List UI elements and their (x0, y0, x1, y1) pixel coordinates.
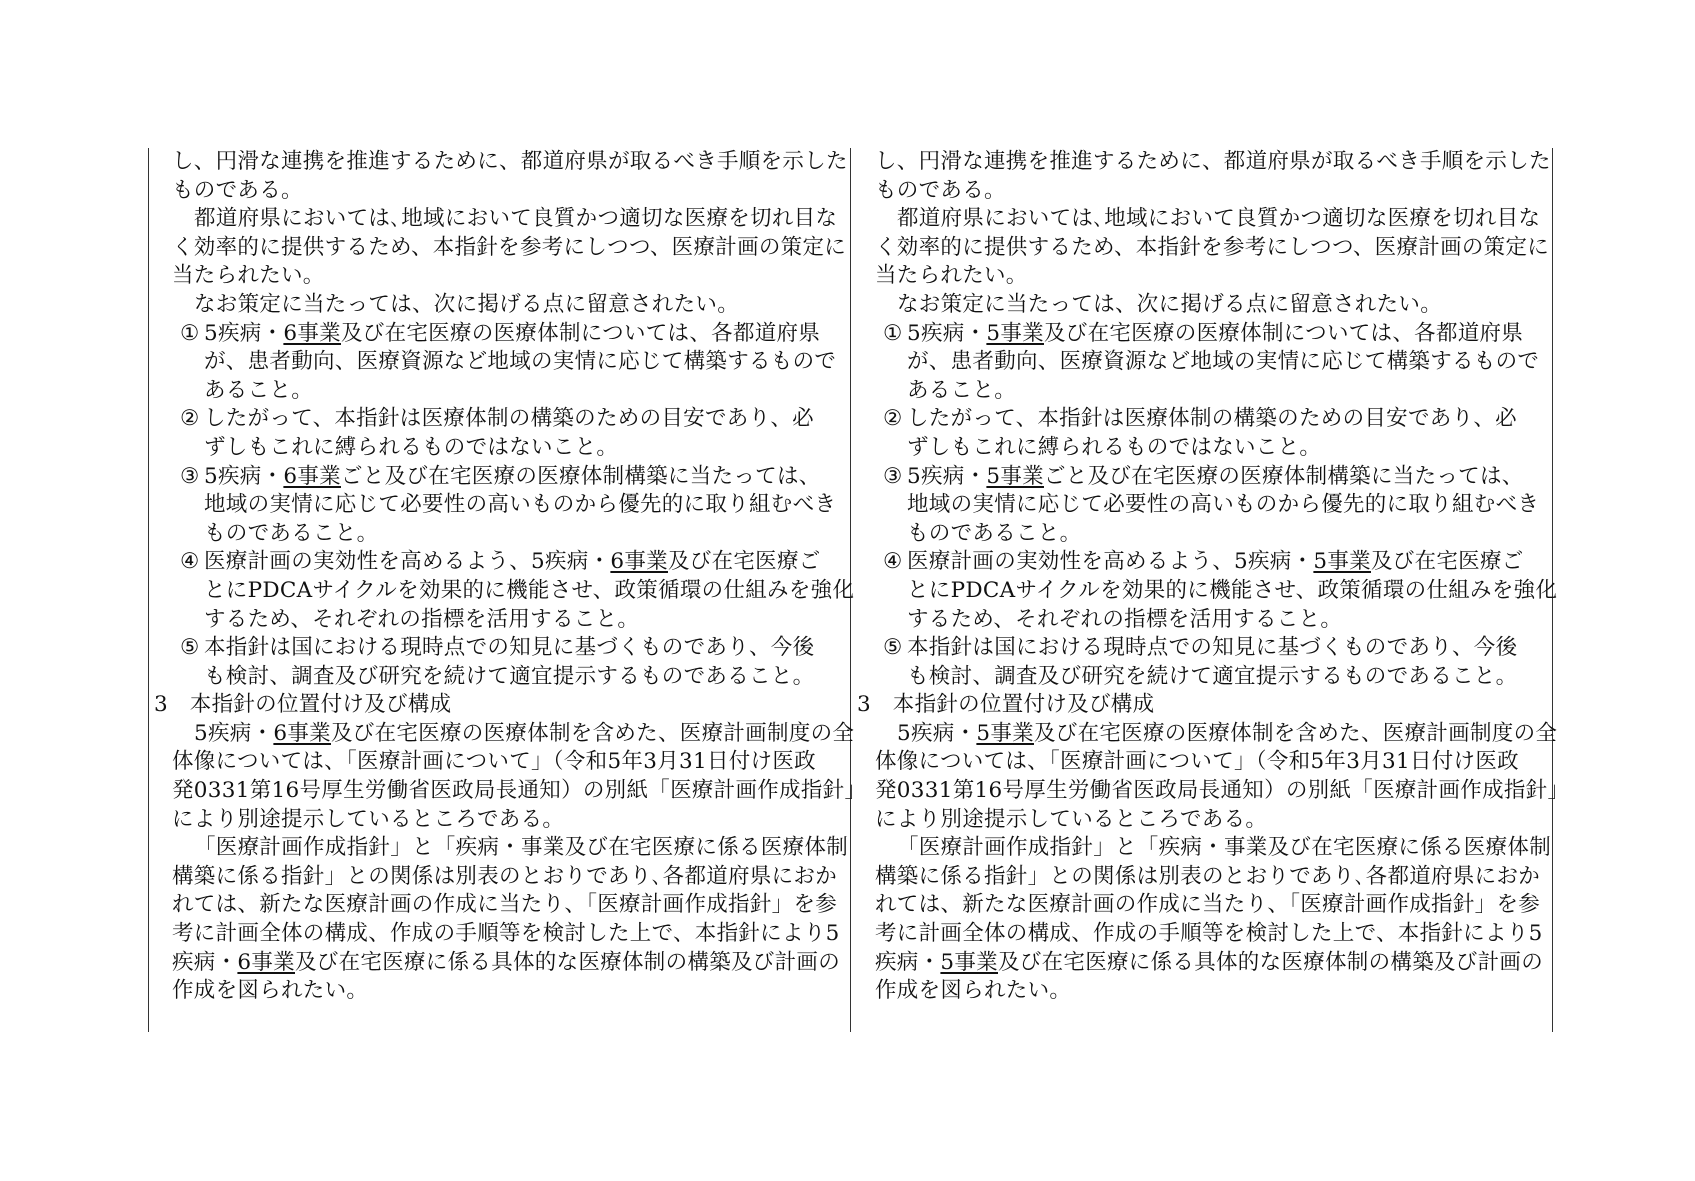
list-item-line: するため、それぞれの指標を活用すること。 (204, 606, 640, 632)
list-item-line: も検討、調査及び研究を続けて適宜提示するものであること。 (907, 663, 1518, 689)
changed-text: 6事業 (283, 320, 341, 346)
item-text: したがって、本指針は医療体制の構築のための目安であり、必 (204, 406, 814, 432)
list-item-line: も検討、調査及び研究を続けて適宜提示するものであること。 (204, 663, 815, 689)
paragraph-line: 構築に係る指針」との関係は別表のとおりであり､各都道府県におか (875, 863, 1541, 889)
item-text: 医療計画の実効性を高めるよう、5疾病・ (204, 549, 611, 575)
list-item-line: ずしもこれに縛られるものではないこと。 (907, 434, 1322, 460)
item-number: ③ (883, 463, 903, 489)
paragraph-line: 考に計画全体の構成、作成の手順等を検討した上で、本指針により5 (875, 921, 1543, 947)
item-text: ごと及び在宅医療の医療体制構築に当たっては、 (340, 463, 821, 489)
list-item-line: ものであること。 (204, 520, 379, 546)
item-number: ① (883, 320, 903, 346)
paragraph-line: 体像については、「医療計画について」（令和5年3月31日付け医政 (875, 749, 1519, 775)
text-run: 及び在宅医療の医療体制を含めた、医療計画制度の全 (1033, 720, 1558, 746)
item-number: ② (180, 406, 200, 432)
paragraph-line (154, 949, 849, 978)
list-item-line: ものであること。 (907, 520, 1082, 546)
paragraph-line: く効率的に提供するため、本指針を参考にしつつ、医療計画の策定に (875, 234, 1550, 260)
list-item-line: ずしもこれに縛られるものではないこと。 (204, 434, 619, 460)
list-item-line: 地域の実情に応じて必要性の高いものから優先的に取り組むべき (907, 492, 1540, 518)
text-run: 5疾病・ (194, 720, 274, 746)
paragraph-line: 構築に係る指針」との関係は別表のとおりであり､各都道府県におか (172, 863, 838, 889)
item-number: ④ (180, 549, 200, 575)
changed-text: 5事業 (986, 320, 1044, 346)
item-text: したがって、本指針は医療体制の構築のための目安であり、必 (907, 406, 1517, 432)
item-text: ごと及び在宅医療の医療体制構築に当たっては、 (1043, 463, 1524, 489)
list-item-5 (857, 634, 1552, 663)
paragraph-line (857, 720, 1558, 749)
list-item-line: が、患者動向、医療資源など地域の実情に応じて構築するもので (907, 349, 1540, 375)
section-heading: 3 本指針の位置付け及び構成 (154, 692, 452, 718)
paragraph-line: れては、新たな医療計画の作成に当たり、「医療計画作成指針」を参 (875, 892, 1541, 918)
list-item-1 (154, 320, 849, 349)
item-text: 及び在宅医療ご (1370, 549, 1524, 575)
list-item-3 (154, 463, 849, 492)
text-run: 疾病・ (172, 949, 238, 975)
paragraph-line: により別途提示しているところである。 (172, 806, 565, 832)
list-item-1 (857, 320, 1552, 349)
paragraph-line: なお策定に当たっては、次に掲げる点に留意されたい。 (897, 291, 1443, 317)
changed-text: 6事業 (237, 949, 295, 975)
item-number: ③ (180, 463, 200, 489)
paragraph-line (154, 720, 855, 749)
item-text: 及び在宅医療の医療体制については、各都道府県 (1043, 320, 1524, 346)
item-text: 5疾病・ (204, 463, 284, 489)
list-item-line: 地域の実情に応じて必要性の高いものから優先的に取り組むべき (204, 492, 837, 518)
section-heading: 3 本指針の位置付け及び構成 (857, 692, 1155, 718)
item-number: ⑤ (180, 635, 200, 661)
changed-text: 6事業 (283, 463, 341, 489)
paragraph-line: 「医療計画作成指針」と「疾病・事業及び在宅医療に係る医療体制 (897, 835, 1552, 861)
paragraph-line: 作成を図られたい。 (172, 978, 369, 1004)
item-number: ④ (883, 549, 903, 575)
paragraph-line: し、円滑な連携を推進するために、都道府県が取るべき手順を示した (875, 149, 1551, 174)
list-item-line: あること。 (204, 377, 314, 403)
item-text: 5疾病・ (907, 463, 987, 489)
paragraph-line: れては、新たな医療計画の作成に当たり、「医療計画作成指針」を参 (172, 892, 838, 918)
paragraph-line (857, 949, 1552, 978)
list-item-3 (857, 463, 1552, 492)
list-item-2 (154, 405, 849, 434)
item-text: 本指針は国における現時点での知見に基づくものであり、今後 (204, 635, 815, 661)
changed-text: 6事業 (610, 549, 668, 575)
item-text: 及び在宅医療ご (667, 549, 821, 575)
changed-text: 6事業 (273, 720, 331, 746)
item-number: ① (180, 320, 200, 346)
text-run: 及び在宅医療の医療体制を含めた、医療計画制度の全 (330, 720, 855, 746)
paragraph-line: く効率的に提供するため、本指針を参考にしつつ、医療計画の策定に (172, 234, 847, 260)
paragraph-line: 発0331第16号厚生労働省医政局長通知）の別紙「医療計画作成指針」 (875, 778, 1570, 804)
list-item-5 (154, 634, 849, 663)
paragraph-line: 発0331第16号厚生労働省医政局長通知）の別紙「医療計画作成指針」 (172, 778, 867, 804)
item-number: ② (883, 406, 903, 432)
list-item-line: とにPDCAサイクルを効果的に機能させ、政策循環の仕組みを強化 (907, 577, 1558, 603)
text-run: 及び在宅医療に係る具体的な医療体制の構築及び計画の (295, 949, 841, 975)
paragraph-line: 当たられたい。 (875, 263, 1028, 289)
changed-text: 5事業 (976, 720, 1034, 746)
item-text: 本指針は国における現時点での知見に基づくものであり、今後 (907, 635, 1518, 661)
paragraph-line: 都道府県においては､地域において良質かつ適切な医療を切れ目な (897, 206, 1541, 232)
changed-text: 5事業 (1313, 549, 1371, 575)
paragraph-line: により別途提示しているところである。 (875, 806, 1268, 832)
paragraph-line: ものである。 (172, 177, 303, 203)
list-item-2 (857, 405, 1552, 434)
list-item-line: あること。 (907, 377, 1017, 403)
list-item-4 (154, 548, 849, 577)
item-number: ⑤ (883, 635, 903, 661)
paragraph-line: し、円滑な連携を推進するために、都道府県が取るべき手順を示した (172, 149, 848, 174)
list-item-4 (857, 548, 1552, 577)
paragraph-line: 体像については、「医療計画について」（令和5年3月31日付け医政 (172, 749, 816, 775)
list-item-line: するため、それぞれの指標を活用すること。 (907, 606, 1343, 632)
list-item-line: が、患者動向、医療資源など地域の実情に応じて構築するもので (204, 349, 837, 375)
item-text: 医療計画の実効性を高めるよう、5疾病・ (907, 549, 1314, 575)
paragraph-line: 考に計画全体の構成、作成の手順等を検討した上で、本指針により5 (172, 921, 840, 947)
list-item-line: とにPDCAサイクルを効果的に機能させ、政策循環の仕組みを強化 (204, 577, 855, 603)
table-border-left (148, 148, 149, 1032)
revised-column (154, 148, 867, 1006)
paragraph-line: 都道府県においては､地域において良質かつ適切な医療を切れ目な (194, 206, 838, 232)
changed-text: 5事業 (940, 949, 998, 975)
text-run: 疾病・ (875, 949, 941, 975)
paragraph-line: 当たられたい。 (172, 263, 325, 289)
paragraph-line: 「医療計画作成指針」と「疾病・事業及び在宅医療に係る医療体制 (194, 835, 849, 861)
item-text: 及び在宅医療の医療体制については、各都道府県 (340, 320, 821, 346)
item-text: 5疾病・ (907, 320, 987, 346)
paragraph-line: なお策定に当たっては、次に掲げる点に留意されたい。 (194, 291, 740, 317)
text-run: 及び在宅医療に係る具体的な医療体制の構築及び計画の (998, 949, 1544, 975)
changed-text: 5事業 (986, 463, 1044, 489)
paragraph-line: ものである。 (875, 177, 1006, 203)
current-column (857, 148, 1570, 1006)
text-run: 5疾病・ (897, 720, 977, 746)
item-text: 5疾病・ (204, 320, 284, 346)
paragraph-line: 作成を図られたい。 (875, 978, 1072, 1004)
